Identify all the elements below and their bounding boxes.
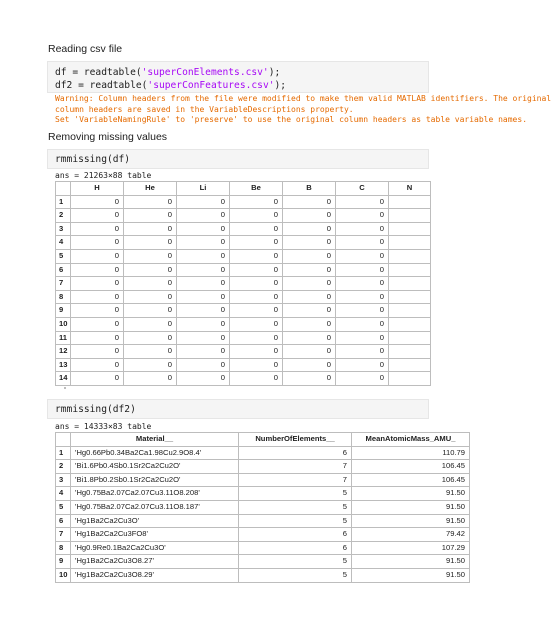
table-cell: 0: [336, 249, 389, 263]
table-cell: [389, 345, 431, 359]
table-cell: 0: [230, 222, 283, 236]
table-cell: 0: [124, 372, 177, 386]
table-cell: 5: [239, 568, 352, 582]
table-cell: 6: [239, 541, 352, 555]
table-cell: [389, 331, 431, 345]
table-cell: 'Bi1.8Pb0.2Sb0.1Sr2Ca2Cu2O': [71, 473, 239, 487]
table-cell: 0: [124, 195, 177, 209]
column-header: Be: [230, 182, 283, 196]
row-number: 11: [56, 331, 71, 345]
table-row: [56, 358, 431, 372]
table-cell: 91.50: [352, 500, 470, 514]
table-cell: 0: [177, 209, 230, 223]
table-cell: 0: [124, 358, 177, 372]
code-line-rmmissing-df: rmmissing(df): [55, 154, 131, 165]
table-cell: 0: [230, 345, 283, 359]
table-cell: 0: [71, 263, 124, 277]
table-row: [56, 277, 431, 291]
row-number: 7: [56, 528, 71, 542]
table-cell: 0: [336, 236, 389, 250]
table-cell: 5: [239, 514, 352, 528]
row-number: 3: [56, 473, 71, 487]
table-row: [56, 460, 470, 474]
table-cell: 0: [336, 345, 389, 359]
row-number: 9: [56, 555, 71, 569]
row-number: 10: [56, 568, 71, 582]
row-number: 6: [56, 514, 71, 528]
table-cell: 'Hg1Ba2Ca2Cu3O': [71, 514, 239, 528]
code-cell-rmmissing-df[interactable]: [47, 149, 429, 169]
table-cell: 'Hg0.75Ba2.07Ca2.07Cu3.11O8.187': [71, 500, 239, 514]
table-cell: 'Hg1Ba2Ca2Cu3O8.27': [71, 555, 239, 569]
table-cell: 0: [124, 263, 177, 277]
table-cell: 0: [177, 331, 230, 345]
table-row: [56, 236, 431, 250]
table2-header-row: [56, 433, 470, 447]
table-cell: 0: [71, 331, 124, 345]
table-cell: 0: [336, 195, 389, 209]
table2-size-label: ans = 14333×83 table: [55, 422, 152, 431]
table-cell: 107.29: [352, 541, 470, 555]
table-cell: 0: [124, 277, 177, 291]
column-header: NumberOfElements__: [239, 433, 352, 447]
table-cell: 0: [336, 317, 389, 331]
table-cell: 0: [230, 249, 283, 263]
column-header: H: [71, 182, 124, 196]
table-cell: 0: [124, 304, 177, 318]
table-cell: [389, 304, 431, 318]
table-row: [56, 555, 470, 569]
table-cell: 91.50: [352, 514, 470, 528]
table-cell: 0: [230, 317, 283, 331]
column-header: B: [283, 182, 336, 196]
table-cell: [389, 222, 431, 236]
table-cell: [389, 263, 431, 277]
table-cell: 0: [230, 263, 283, 277]
table-cell: 5: [239, 487, 352, 501]
table-cell: 0: [336, 277, 389, 291]
table-cell: 0: [336, 263, 389, 277]
column-header: N: [389, 182, 431, 196]
table-cell: 6: [239, 446, 352, 460]
table-cell: 'Hg0.75Ba2.07Ca2.07Cu3.11O8.208': [71, 487, 239, 501]
table-row: [56, 446, 470, 460]
table-cell: 0: [71, 304, 124, 318]
table-cell: 0: [71, 222, 124, 236]
row-number: 10: [56, 317, 71, 331]
table-row: [56, 568, 470, 582]
warning-output: [55, 94, 551, 126]
table-row: [56, 249, 431, 263]
table-cell: 0: [124, 290, 177, 304]
table-cell: 0: [177, 372, 230, 386]
table-cell: 0: [71, 236, 124, 250]
table-row: [56, 372, 431, 386]
table-cell: 91.50: [352, 568, 470, 582]
table-cell: 0: [124, 331, 177, 345]
table-row: [56, 473, 470, 487]
table-row: [56, 331, 431, 345]
table-cell: 0: [177, 195, 230, 209]
code-cell-readtable[interactable]: [47, 61, 429, 93]
table-cell: 0: [283, 290, 336, 304]
table-cell: 0: [336, 304, 389, 318]
table-cell: 0: [71, 290, 124, 304]
table-cell: [389, 358, 431, 372]
table-cell: 0: [71, 317, 124, 331]
row-number: 4: [56, 487, 71, 501]
table-cell: 0: [283, 236, 336, 250]
table-row: [56, 209, 431, 223]
table-cell: 79.42: [352, 528, 470, 542]
code-line-2: df2 = readtable('superConFeatures.csv');: [55, 79, 287, 91]
table-cell: 0: [124, 236, 177, 250]
elements-table: [55, 181, 431, 386]
table-row: [56, 345, 431, 359]
table-cell: 0: [124, 249, 177, 263]
table-cell: 7: [239, 460, 352, 474]
column-header: MeanAtomicMass_AMU_: [352, 433, 470, 447]
table-cell: 0: [71, 277, 124, 291]
row-number: 6: [56, 263, 71, 277]
table-cell: 0: [124, 317, 177, 331]
table-cell: 0: [71, 372, 124, 386]
table-cell: 0: [230, 358, 283, 372]
table-cell: 0: [283, 372, 336, 386]
row-number: 1: [56, 446, 71, 460]
table-cell: 0: [336, 358, 389, 372]
row-number: 2: [56, 209, 71, 223]
row-number: 3: [56, 222, 71, 236]
table-cell: [389, 236, 431, 250]
table-cell: 106.45: [352, 473, 470, 487]
table-cell: [389, 249, 431, 263]
row-number: 13: [56, 358, 71, 372]
table-cell: 0: [177, 222, 230, 236]
table-row: [56, 195, 431, 209]
table-row: [56, 263, 431, 277]
row-number: 4: [56, 236, 71, 250]
code-line-1: df = readtable('superConElements.csv');: [55, 67, 281, 78]
table-cell: 0: [177, 317, 230, 331]
row-number: 8: [56, 290, 71, 304]
table-cell: 0: [230, 209, 283, 223]
table-cell: 0: [71, 249, 124, 263]
table-cell: 0: [336, 222, 389, 236]
row-number: 2: [56, 460, 71, 474]
table-cell: 0: [71, 195, 124, 209]
table-cell: 'Bi1.6Pb0.4Sb0.1Sr2Ca2Cu2O': [71, 460, 239, 474]
table-cell: 0: [177, 236, 230, 250]
table-cell: 0: [71, 209, 124, 223]
table-cell: 0: [230, 277, 283, 291]
table-row: [56, 528, 470, 542]
table-cell: [389, 317, 431, 331]
column-header: C: [336, 182, 389, 196]
table-cell: [389, 290, 431, 304]
table-cell: 'Hg1Ba2Ca2Cu3O8.29': [71, 568, 239, 582]
warning-line-3: Set 'VariableNamingRule' to 'preserve' to use the original column headers as table variable names.: [55, 115, 528, 124]
warning-line-2: column headers are saved in the VariableDescriptions property.: [55, 104, 354, 114]
row-number: 1: [56, 195, 71, 209]
table-row: [56, 290, 431, 304]
table-cell: 0: [336, 372, 389, 386]
table-row: [56, 222, 431, 236]
table-cell: 0: [283, 277, 336, 291]
column-header-index: [56, 433, 71, 447]
table-cell: 110.79: [352, 446, 470, 460]
table-cell: 0: [177, 345, 230, 359]
row-number: 9: [56, 304, 71, 318]
table-row: [56, 541, 470, 555]
row-number: 12: [56, 345, 71, 359]
column-header: He: [124, 182, 177, 196]
table-cell: 0: [177, 263, 230, 277]
table-cell: 91.50: [352, 487, 470, 501]
table-cell: 0: [230, 372, 283, 386]
table-cell: 0: [283, 345, 336, 359]
row-number: 14: [56, 372, 71, 386]
table-cell: 0: [230, 331, 283, 345]
table-cell: 0: [124, 345, 177, 359]
row-number: 5: [56, 249, 71, 263]
code-line-rmmissing-df2: rmmissing(df2): [55, 404, 136, 415]
table-row: [56, 317, 431, 331]
table-cell: 0: [283, 195, 336, 209]
table-row: [56, 304, 431, 318]
table-cell: [389, 277, 431, 291]
table-cell: 0: [336, 209, 389, 223]
table-cell: 0: [283, 263, 336, 277]
table-cell: 5: [239, 500, 352, 514]
table-cell: [389, 209, 431, 223]
table-cell: 6: [239, 528, 352, 542]
table1-header-row: [56, 182, 431, 196]
table-cell: 0: [283, 331, 336, 345]
table1-output: [55, 181, 430, 386]
table-cell: 0: [283, 317, 336, 331]
table-cell: [389, 195, 431, 209]
table-cell: 'Hg0.9Re0.1Ba2Ca2Cu3O': [71, 541, 239, 555]
table-cell: 0: [283, 209, 336, 223]
table-cell: 0: [283, 358, 336, 372]
table-cell: 106.45: [352, 460, 470, 474]
table-cell: 7: [239, 473, 352, 487]
table-cell: 0: [283, 222, 336, 236]
table-cell: 0: [177, 358, 230, 372]
row-number: 7: [56, 277, 71, 291]
code-cell-rmmissing-df2[interactable]: [47, 399, 429, 419]
table-cell: 0: [71, 345, 124, 359]
table1-scroll-handle[interactable]: [64, 387, 66, 389]
table-cell: 'Hg0.66Pb0.34Ba2Ca1.98Cu2.9O8.4': [71, 446, 239, 460]
features-table: [55, 432, 470, 583]
table-cell: 0: [124, 222, 177, 236]
row-number: 8: [56, 541, 71, 555]
table2-output: [55, 432, 465, 583]
table-cell: 0: [177, 249, 230, 263]
table-row: [56, 514, 470, 528]
row-number: 5: [56, 500, 71, 514]
table-cell: 0: [230, 290, 283, 304]
table-cell: 0: [177, 277, 230, 291]
table-cell: 0: [283, 249, 336, 263]
table-cell: 'Hg1Ba2Ca2Cu3FO8': [71, 528, 239, 542]
table-cell: 0: [177, 290, 230, 304]
table-cell: 0: [71, 358, 124, 372]
table1-size-label: ans = 21263×88 table: [55, 171, 152, 180]
table-cell: 0: [336, 331, 389, 345]
table-cell: 5: [239, 555, 352, 569]
table-cell: 0: [230, 304, 283, 318]
column-header: Li: [177, 182, 230, 196]
table-row: [56, 500, 470, 514]
table-cell: 0: [230, 195, 283, 209]
column-header-index: [56, 182, 71, 196]
table-cell: 0: [177, 304, 230, 318]
column-header: Material__: [71, 433, 239, 447]
table-cell: [389, 372, 431, 386]
section-heading-reading-csv: Reading csv file: [48, 43, 123, 55]
warning-line-1: Warning: Column headers from the file were modified to make them valid MATLAB identifiers. The original: [55, 94, 551, 103]
section-heading-removing-missing: Removing missing values: [48, 131, 168, 143]
table-cell: 0: [230, 236, 283, 250]
table-row: [56, 487, 470, 501]
table-cell: 0: [283, 304, 336, 318]
table-cell: 91.50: [352, 555, 470, 569]
table-cell: 0: [336, 290, 389, 304]
table-cell: 0: [124, 209, 177, 223]
